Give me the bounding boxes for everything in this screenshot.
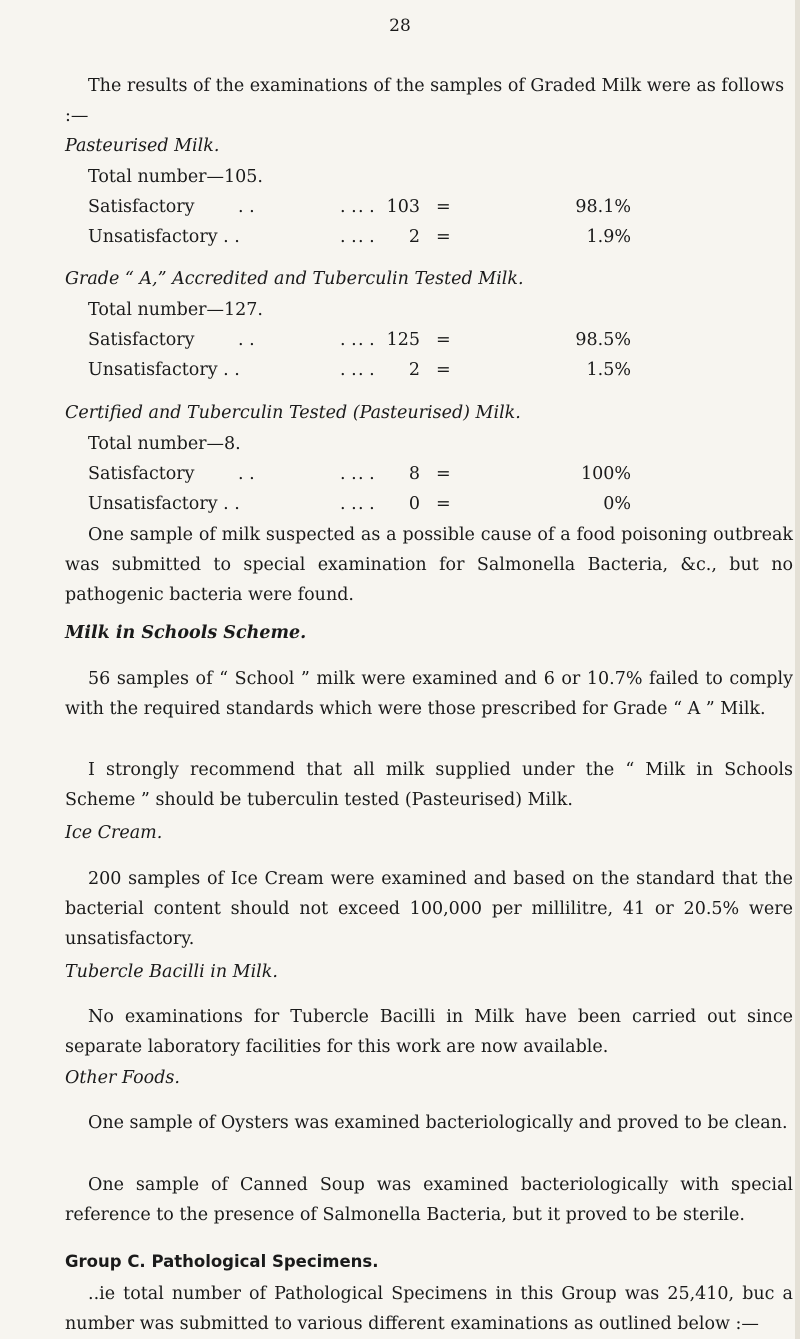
total-certified: Total number—8. xyxy=(88,434,241,454)
other-foods-paragraph-2: One sample of Canned Soup was examined bacteriologically with special reference to the presence of Salmonella Bacteria, but it proved to be sterile. xyxy=(65,1175,793,1225)
tubercle-paragraph: No examinations for Tubercle Bacilli in Milk have been carried out since separate laboratory facilities for this work are now available. xyxy=(65,1007,793,1057)
row-grade-a-satisfactory: Satisfactory . . . . . . 125 = 98.5% xyxy=(88,330,631,350)
total-pasteurised: Total number—105. xyxy=(88,167,263,187)
row-grade-a-unsatisfactory: Unsatisfactory . . . . . . 2 = 1.5% xyxy=(88,360,631,380)
row-certified-unsatisfactory: Unsatisfactory . . . . . . 0 = 0% xyxy=(88,494,631,514)
heading-ice-cream: Ice Cream. xyxy=(65,823,163,843)
heading-milk-in-schools: Milk in Schools Scheme. xyxy=(65,623,307,643)
heading-tubercle-bacilli: Tubercle Bacilli in Milk. xyxy=(65,962,278,982)
heading-grade-a-milk: Grade “ A,” Accredited and Tuberculin Tested Milk. xyxy=(65,269,524,289)
heading-pasteurised-milk: Pasteurised Milk. xyxy=(65,136,220,156)
heading-other-foods: Other Foods. xyxy=(65,1068,180,1088)
heading-group-c: Group C. Pathological Specimens. xyxy=(65,1252,379,1271)
food-poisoning-paragraph: One sample of milk suspected as a possible cause of a food poisoning outbreak was submitted to special examination for Salmonella Bacteria, &c., but no pathogenic bacteria were found. xyxy=(65,525,793,605)
heading-certified-milk: Certified and Tuberculin Tested (Pasteurised) Milk. xyxy=(65,403,521,423)
other-foods-paragraph-1: One sample of Oysters was examined bacteriologically and proved to be clean. xyxy=(88,1113,788,1133)
page-edge-shadow xyxy=(795,0,800,1339)
row-pasteurised-unsatisfactory: Unsatisfactory . . . . . . 2 = 1.9% xyxy=(88,227,631,247)
total-grade-a: Total number—127. xyxy=(88,300,263,320)
row-pasteurised-satisfactory: Satisfactory . . . . . . 103 = 98.1% xyxy=(88,197,631,217)
ice-cream-paragraph: 200 samples of Ice Cream were examined and based on the standard that the bacterial content should not exceed 100,000 per millilitre, 41 or 20.5% were unsatisfactory. xyxy=(65,869,793,949)
schools-paragraph-2: I strongly recommend that all milk supplied under the “ Milk in Schools Scheme ” should be tuberculin tested (Pasteurised) Milk. xyxy=(65,760,793,810)
page-number: 28 xyxy=(389,16,411,36)
row-certified-satisfactory: Satisfactory . . . . . . 8 = 100% xyxy=(88,464,631,484)
schools-paragraph-1: 56 samples of “ School ” milk were examined and 6 or 10.7% failed to comply with the required standards which were those prescribed for Grade “ A ” Milk. xyxy=(65,669,793,719)
group-c-paragraph: ..ie total number of Pathological Specimens in this Group was 25,410, buc a number was submitted to various different examinations as outlined below :— xyxy=(65,1284,793,1334)
intro-paragraph: The results of the examinations of the samples of Graded Milk were as follows :— xyxy=(65,76,785,126)
